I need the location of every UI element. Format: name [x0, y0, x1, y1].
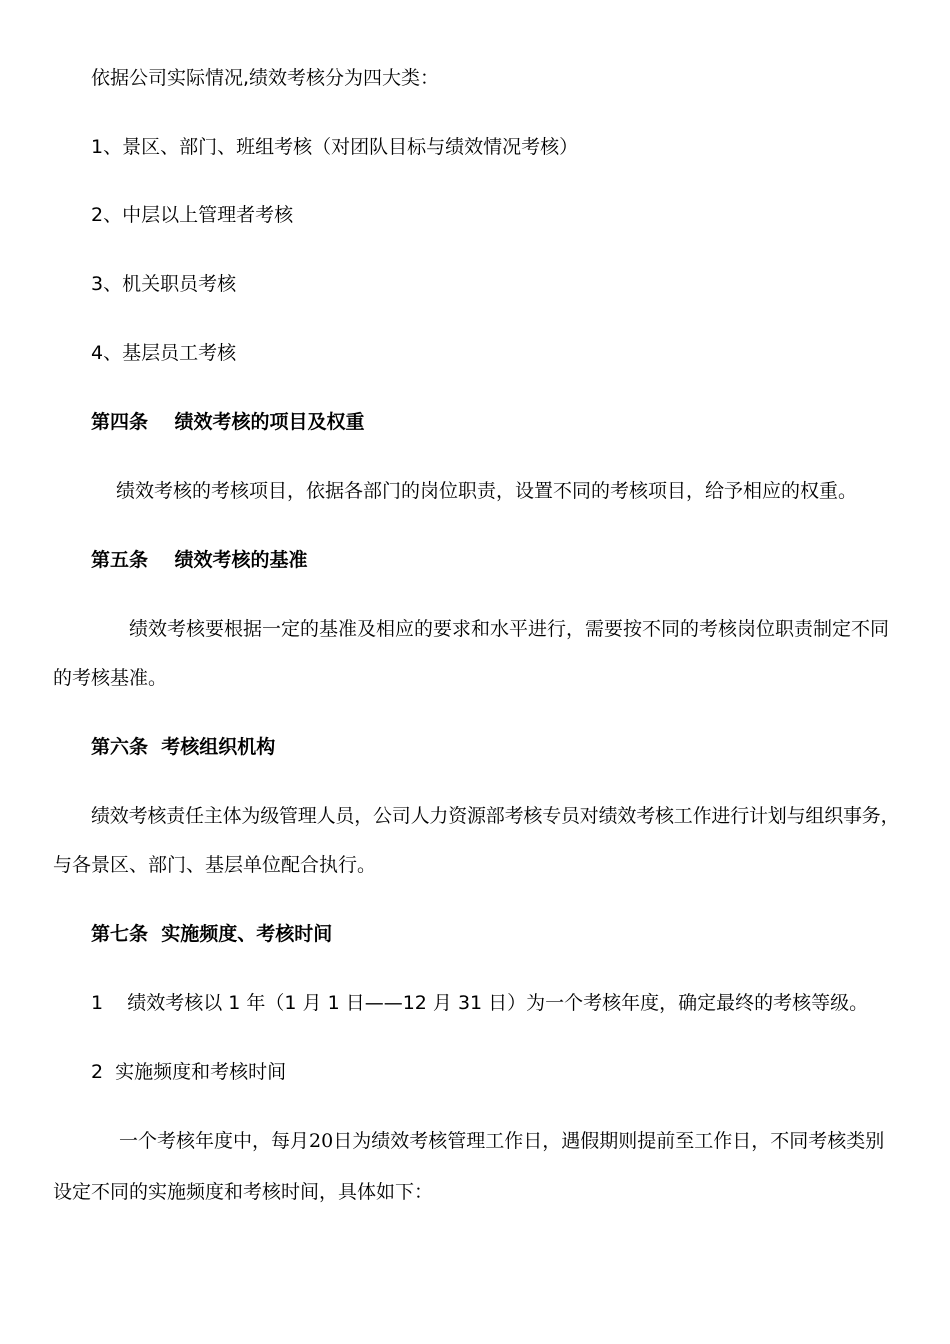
article-5-body-line2: 的考核基准。 — [53, 667, 168, 689]
article-7-paragraph-line1 — [119, 1129, 884, 1153]
paragraph-text-pre: 一个考核年度中，每月 — [119, 1130, 310, 1152]
article-6-body-line2: 与各景区、部门、基层单位配合执行。 — [53, 854, 377, 876]
article-7-item-2: 2 实施频度和考核时间 — [91, 1061, 287, 1083]
article-7-item-1: 1 绩效考核以 1 年（1 月 1 日——12 月 31 日）为一个考核年度，确定最终的考核等级。 — [91, 992, 869, 1014]
article-4-body: 绩效考核的考核项目，依据各部门的岗位职责，设置不同的考核项目，给予相应的权重。 — [116, 480, 858, 502]
article-5-heading: 第五条 绩效考核的基准 — [91, 549, 308, 571]
category-item: 4、基层员工考核 — [91, 342, 237, 364]
paragraph-day-number: 20 — [309, 1130, 334, 1152]
category-item: 1、景区、部门、班组考核（对团队目标与绩效情况考核） — [91, 136, 579, 158]
article-7-heading: 第七条 实施频度、考核时间 — [91, 923, 333, 945]
article-4-heading: 第四条 绩效考核的项目及权重 — [91, 411, 365, 433]
category-item: 2、中层以上管理者考核 — [91, 204, 294, 226]
article-6-heading: 第六条 考核组织机构 — [91, 736, 276, 758]
paragraph-text-post: 日为绩效考核管理工作日，遇假期则提前至工作日，不同考核类别 — [333, 1130, 885, 1152]
article-7-paragraph-line2: 设定不同的实施频度和考核时间，具体如下： — [53, 1181, 434, 1203]
article-6-body-line1: 绩效考核责任主体为级管理人员，公司人力资源部考核专员对绩效考核工作进行计划与组织事务， — [91, 805, 900, 827]
category-item: 3、机关职员考核 — [91, 273, 237, 295]
intro-text: 依据公司实际情况,绩效考核分为四大类： — [91, 67, 440, 89]
article-5-body-line1: 绩效考核要根据一定的基准及相应的要求和水平进行，需要按不同的考核岗位职责制定不同 — [129, 618, 890, 640]
